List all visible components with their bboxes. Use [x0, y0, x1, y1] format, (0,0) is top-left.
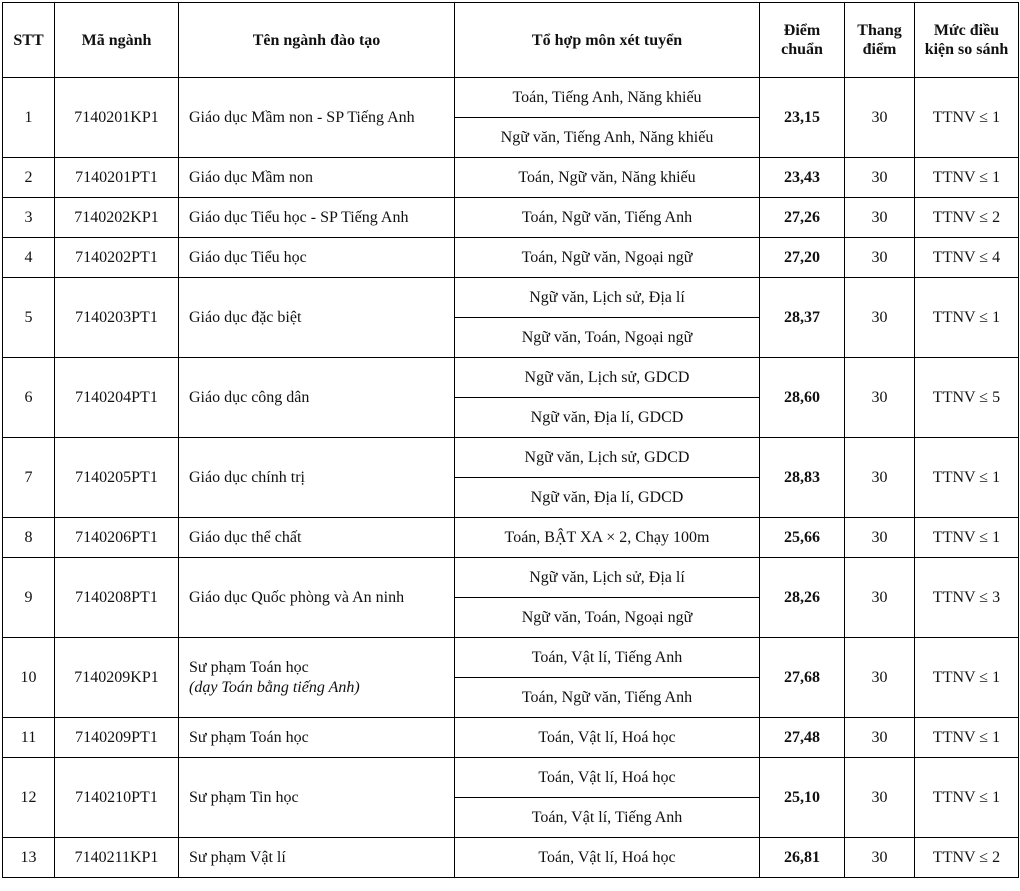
code-cell: 7140209PT1 — [55, 718, 179, 758]
header-code: Mã ngành — [55, 3, 179, 78]
major-cell — [179, 198, 455, 238]
condition-cell: TTNV ≤ 5 — [915, 358, 1019, 438]
major-cell — [179, 358, 455, 438]
major-cell — [179, 558, 455, 638]
major-name: Giáo dục đặc biệt — [189, 308, 302, 326]
code-cell: 7140201PT1 — [55, 158, 179, 198]
table-row — [3, 558, 1019, 598]
condition-cell: TTNV ≤ 1 — [915, 278, 1019, 358]
condition-cell: TTNV ≤ 3 — [915, 558, 1019, 638]
major-note: (dạy Toán bằng tiếng Anh) — [189, 678, 360, 696]
score-cell: 28,83 — [760, 438, 845, 518]
condition-cell: TTNV ≤ 1 — [915, 518, 1019, 558]
condition-cell: TTNV ≤ 2 — [915, 838, 1019, 878]
table-row — [3, 518, 1019, 558]
stt-cell: 5 — [3, 278, 55, 358]
major-cell — [179, 238, 455, 278]
scale-cell: 30 — [845, 78, 915, 158]
table-row — [3, 238, 1019, 278]
table-row — [3, 758, 1019, 798]
combo-cell: Toán, Vật lí, Hoá học — [455, 758, 760, 798]
combo-cell: Ngữ văn, Tiếng Anh, Năng khiếu — [455, 118, 760, 158]
major-name: Giáo dục thể chất — [189, 528, 302, 546]
scale-cell: 30 — [845, 238, 915, 278]
table-row — [3, 358, 1019, 398]
combo-cell: Toán, Vật lí, Hoá học — [455, 718, 760, 758]
code-cell: 7140210PT1 — [55, 758, 179, 838]
code-cell: 7140202KP1 — [55, 198, 179, 238]
combo-cell: Toán, Vật lí, Hoá học — [455, 838, 760, 878]
condition-cell: TTNV ≤ 1 — [915, 158, 1019, 198]
scale-cell: 30 — [845, 838, 915, 878]
major-name: Giáo dục công dân — [189, 388, 310, 406]
major-cell — [179, 518, 455, 558]
header-combos: Tổ hợp môn xét tuyển — [455, 3, 760, 78]
combo-cell: Toán, BẬT XA × 2, Chạy 100m — [455, 518, 760, 558]
scale-cell: 30 — [845, 758, 915, 838]
header-major: Tên ngành đào tạo — [179, 3, 455, 78]
major-name: Giáo dục Tiểu học - SP Tiếng Anh — [189, 208, 409, 226]
major-cell — [179, 438, 455, 518]
table-row — [3, 718, 1019, 758]
stt-cell: 6 — [3, 358, 55, 438]
condition-cell: TTNV ≤ 2 — [915, 198, 1019, 238]
stt-cell: 10 — [3, 638, 55, 718]
major-name: Sư phạm Vật lí — [189, 848, 286, 866]
admission-score-table — [2, 2, 1019, 878]
condition-cell: TTNV ≤ 1 — [915, 758, 1019, 838]
scale-cell: 30 — [845, 438, 915, 518]
table-row — [3, 278, 1019, 318]
condition-cell: TTNV ≤ 1 — [915, 718, 1019, 758]
combo-cell: Toán, Ngữ văn, Tiếng Anh — [455, 198, 760, 238]
stt-cell: 13 — [3, 838, 55, 878]
combo-cell: Toán, Ngữ văn, Ngoại ngữ — [455, 238, 760, 278]
table-header — [3, 3, 1019, 78]
stt-cell: 11 — [3, 718, 55, 758]
code-cell: 7140208PT1 — [55, 558, 179, 638]
header-condition: Mức điều kiện so sánh — [915, 3, 1019, 78]
scale-cell: 30 — [845, 278, 915, 358]
score-cell: 23,43 — [760, 158, 845, 198]
score-cell: 25,10 — [760, 758, 845, 838]
header-score: Điểm chuẩn — [760, 3, 845, 78]
major-cell — [179, 638, 455, 718]
scale-cell: 30 — [845, 558, 915, 638]
combo-cell: Ngữ văn, Toán, Ngoại ngữ — [455, 318, 760, 358]
stt-cell: 3 — [3, 198, 55, 238]
major-name: Sư phạm Tin học — [189, 788, 299, 806]
score-cell: 27,48 — [760, 718, 845, 758]
combo-cell: Toán, Tiếng Anh, Năng khiếu — [455, 78, 760, 118]
major-cell — [179, 158, 455, 198]
major-name: Giáo dục chính trị — [189, 468, 305, 486]
score-cell: 27,26 — [760, 198, 845, 238]
score-cell: 26,81 — [760, 838, 845, 878]
stt-cell: 2 — [3, 158, 55, 198]
condition-cell: TTNV ≤ 1 — [915, 638, 1019, 718]
major-cell — [179, 718, 455, 758]
combo-cell: Ngữ văn, Địa lí, GDCD — [455, 398, 760, 438]
scale-cell: 30 — [845, 718, 915, 758]
combo-cell: Ngữ văn, Lịch sử, Địa lí — [455, 558, 760, 598]
major-cell — [179, 278, 455, 358]
table-row — [3, 638, 1019, 678]
scale-cell: 30 — [845, 638, 915, 718]
score-cell: 28,26 — [760, 558, 845, 638]
table-row — [3, 78, 1019, 118]
major-cell — [179, 78, 455, 158]
table-row — [3, 198, 1019, 238]
stt-cell: 4 — [3, 238, 55, 278]
score-cell: 27,20 — [760, 238, 845, 278]
major-name: Giáo dục Mầm non - SP Tiếng Anh — [189, 108, 415, 126]
major-name: Giáo dục Mầm non — [189, 168, 313, 186]
major-cell — [179, 758, 455, 838]
code-cell: 7140211KP1 — [55, 838, 179, 878]
table-row — [3, 838, 1019, 878]
combo-cell: Toán, Vật lí, Tiếng Anh — [455, 798, 760, 838]
scale-cell: 30 — [845, 198, 915, 238]
major-name: Sư phạm Toán học — [189, 658, 309, 676]
condition-cell: TTNV ≤ 1 — [915, 438, 1019, 518]
combo-cell: Toán, Ngữ văn, Năng khiếu — [455, 158, 760, 198]
score-cell: 23,15 — [760, 78, 845, 158]
header-stt: STT — [3, 3, 55, 78]
major-name: Sư phạm Toán học — [189, 728, 309, 746]
stt-cell: 12 — [3, 758, 55, 838]
condition-cell: TTNV ≤ 1 — [915, 78, 1019, 158]
code-cell: 7140206PT1 — [55, 518, 179, 558]
table-row — [3, 438, 1019, 478]
code-cell: 7140205PT1 — [55, 438, 179, 518]
score-cell: 27,68 — [760, 638, 845, 718]
score-cell: 28,60 — [760, 358, 845, 438]
major-name: Giáo dục Tiểu học — [189, 248, 307, 266]
combo-cell: Toán, Ngữ văn, Tiếng Anh — [455, 678, 760, 718]
stt-cell: 8 — [3, 518, 55, 558]
major-name: Giáo dục Quốc phòng và An ninh — [189, 588, 405, 606]
combo-cell: Ngữ văn, Lịch sử, Địa lí — [455, 278, 760, 318]
code-cell: 7140204PT1 — [55, 358, 179, 438]
header-scale: Thang điểm — [845, 3, 915, 78]
combo-cell: Ngữ văn, Lịch sử, GDCD — [455, 358, 760, 398]
score-cell: 25,66 — [760, 518, 845, 558]
condition-cell: TTNV ≤ 4 — [915, 238, 1019, 278]
code-cell: 7140209KP1 — [55, 638, 179, 718]
stt-cell: 9 — [3, 558, 55, 638]
score-cell: 28,37 — [760, 278, 845, 358]
combo-cell: Ngữ văn, Địa lí, GDCD — [455, 478, 760, 518]
code-cell: 7140201KP1 — [55, 78, 179, 158]
code-cell: 7140202PT1 — [55, 238, 179, 278]
stt-cell: 1 — [3, 78, 55, 158]
major-cell — [179, 838, 455, 878]
scale-cell: 30 — [845, 358, 915, 438]
combo-cell: Ngữ văn, Lịch sử, GDCD — [455, 438, 760, 478]
code-cell: 7140203PT1 — [55, 278, 179, 358]
stt-cell: 7 — [3, 438, 55, 518]
combo-cell: Toán, Vật lí, Tiếng Anh — [455, 638, 760, 678]
combo-cell: Ngữ văn, Toán, Ngoại ngữ — [455, 598, 760, 638]
table-row — [3, 158, 1019, 198]
table-body — [3, 78, 1019, 878]
scale-cell: 30 — [845, 158, 915, 198]
scale-cell: 30 — [845, 518, 915, 558]
